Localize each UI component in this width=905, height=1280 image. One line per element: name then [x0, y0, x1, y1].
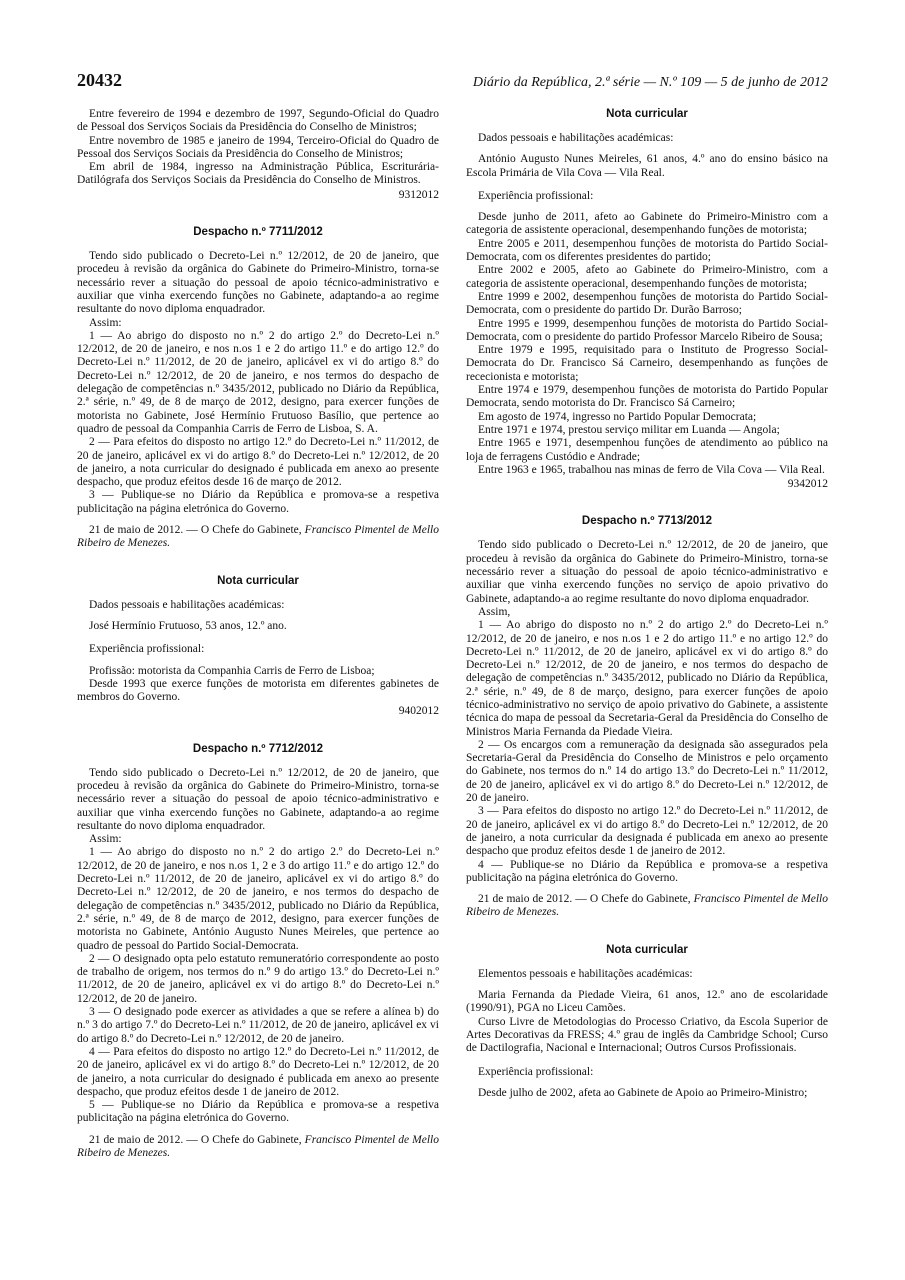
journal-title: Diário da República, 2.ª série — N.º 109 — 5 de junho de 2012 — [472, 75, 828, 90]
paragraph: José Hermínio Frutuoso, 53 anos, 12.º ano. — [89, 619, 287, 632]
paragraph: Assim: — [89, 833, 122, 846]
signature-date: 21 de maio de 2012. — O Chefe do Gabinete, — [89, 524, 302, 537]
paragraph: Desde junho de 2011, afeto ao Gabinete do Primeiro-Ministro com a categoria de assistente operacional, desempenhando funções de motorista; — [466, 211, 828, 237]
paragraph: 1 — Ao abrigo do disposto no n.º 2 do artigo 2.º do Decreto-Lei n.º 12/2012, de 20 de janeiro, e nos n.os 1 e 2 do artigo 11.º e do artigo 12.º do Decreto-Lei n.º 11/2012, de 20 de janeiro, aplicável ex vi do artigo 8.º do Decreto-Lei n.º 12/2012, de 20 de janeiro, e nos termos do despacho de delegação de competências n.º 3435/2012, publicado no Diário da República, 2.ª série, n.º 49, de 8 de março de 2012, designo, para exercer funções de motorista no Gabinete, José Hermínio Frutuoso Basílio, que pertence ao quadro de pessoal da Companhia Carris de Ferro de Lisboa, S. A. — [77, 329, 439, 435]
paragraph: Entre 1965 e 1971, desempenhou funções de atendimento ao público na loja de ferragens Custódio e Andrade; — [466, 437, 828, 463]
paragraph: António Augusto Nunes Meireles, 61 anos, 4.º ano do ensino básico na Escola Primária de Vila Cova — Vila Real. — [466, 153, 828, 179]
signatory-name: Francisco Pimentel de Mello Ribeiro de Menezes. — [77, 524, 439, 550]
label: Elementos pessoais e habilitações académicas: — [478, 967, 693, 980]
label: Experiência profissional: — [478, 189, 594, 202]
section-title: Nota curricular — [606, 108, 688, 120]
paragraph: Entre 1979 e 1995, requisitado para o Instituto de Progresso Social-Democrata do Dr. Francisco Sá Carneiro, desempenhando as funções de rececionista e motorista; — [466, 344, 828, 383]
label: Dados pessoais e habilitações académicas: — [89, 598, 285, 611]
paragraph: Entre 2005 e 2011, desempenhou funções de motorista do Partido Social-Democrata, com os diferentes presidentes do partido; — [466, 237, 828, 264]
paragraph: Curso Livre de Metodologias do Processo Criativo, da Escola Superior de Artes Decorativas da FRESS; 4.º grau de inglês da Cambridge School; Curso de Dactilografia, Nacional e Internacional; Outros Cursos Profissionais. — [466, 1015, 828, 1055]
section-title: Despacho n.º 7713/2012 — [581, 515, 713, 528]
paragraph: Entre novembro de 1985 e janeiro de 1994, Terceiro-Oficial do Quadro de Pessoal dos Serviços Sociais da Presidência do Conselho de Ministros; — [77, 134, 439, 160]
section-title: Nota curricular — [606, 943, 688, 956]
paragraph: Tendo sido publicado o Decreto-Lei n.º 12/2012, de 20 de janeiro, que procedeu à revisão da orgânica do Gabinete do Primeiro-Ministro, torna-se necessário rever a situação do pessoal de apoio técnico-administrativo e auxiliar que vinha exercendo funções no serviço de apoio privativo do Gabinete, adaptando-a ao regime resultante do novo diploma enquadrador. — [466, 539, 828, 605]
document-code: 9312012 — [398, 188, 439, 201]
signatory-name: Francisco Pimentel de Mello Ribeiro de Menezes. — [466, 893, 828, 919]
paragraph: Entre 1974 e 1979, desempenhou funções de motorista do Partido Popular Democrata, sendo motorista do Dr. Francisco Sá Carneiro; — [466, 384, 828, 410]
page-header — [77, 70, 828, 98]
label: Experiência profissional: — [89, 643, 205, 656]
paragraph: Profissão: motorista da Companhia Carris de Ferro de Lisboa; — [89, 664, 375, 677]
paragraph: Entre 2002 e 2005, afeto ao Gabinete do Primeiro-Ministro, com a categoria de assistente operacional, desempenhando funções de motorista; — [466, 264, 828, 290]
paragraph: 3 — O designado pode exercer as atividades a que se refere a alínea b) do n.º 3 do artigo 7.º do Decreto-Lei n.º 11/2012, de 20 de janeiro, aplicável ex vi do artigo 8.º do Decreto-Lei n.º 12/2012, de 20 de janeiro. — [77, 1006, 439, 1045]
paragraph: Em abril de 1984, ingresso na Administração Pública, Escriturária-Datilógrafa dos Serviços Sociais da Presidência do Conselho de Ministros. — [77, 161, 439, 187]
signature-date: 21 de maio de 2012. — O Chefe do Gabinete, — [478, 893, 691, 906]
paragraph: 5 — Publique-se no Diário da República e promova-se a respetiva publicitação na página eletrónica do Governo. — [77, 1099, 439, 1125]
section-title: Despacho n.º 7711/2012 — [193, 226, 323, 239]
signature-line — [466, 893, 828, 920]
columns — [77, 108, 828, 1160]
paragraph: Desde julho de 2002, afeta ao Gabinete de Apoio ao Primeiro-Ministro; — [478, 1086, 808, 1099]
label: Dados pessoais e habilitações académicas: — [478, 132, 674, 144]
paragraph: Maria Fernanda da Piedade Vieira, 61 anos, 12.º ano de escolaridade (1990/91), PGA no Liceu Camões. — [466, 989, 828, 1015]
page-number: 20432 — [77, 70, 122, 90]
label: Experiência profissional: — [478, 1065, 594, 1078]
paragraph: Assim: — [89, 316, 122, 329]
paragraph: Desde 1993 que exerce funções de motorista em diferentes gabinetes de membros do Governo. — [77, 677, 439, 704]
paragraph: Em agosto de 1974, ingresso no Partido Popular Democrata; — [478, 410, 757, 423]
signatory-name: Francisco Pimentel de Mello Ribeiro de Menezes. — [77, 1133, 439, 1159]
left-column — [77, 108, 439, 1160]
paragraph: 4 — Publique-se no Diário da República e promova-se a respetiva publicitação na página eletrónica do Governo. — [466, 858, 828, 884]
signature-line — [77, 524, 439, 551]
paragraph: 2 — Os encargos com a remuneração da designada são assegurados pela Secretaria-Geral da Presidência do Conselho de Ministros e pelo orçamento do Gabinete, nos termos do n.º 14 do artigo 13.º do Decreto-Lei n.º 11/2012, de 20 de janeiro, aplicável ex vi do artigo 8.º do Decreto-Lei n.º 12/2012, de 20 de janeiro. — [466, 738, 828, 805]
paragraph: 3 — Para efeitos do disposto no artigo 12.º do Decreto-Lei n.º 11/2012, de 20 de janeiro, aplicável ex vi do artigo 8.º do Decreto-Lei n.º 12/2012, de 20 de janeiro, a nota curricular da designada é publicada em anexo ao presente despacho que produz efeitos desde 1 de janeiro de 2012. — [466, 805, 828, 858]
paragraph: 4 — Para efeitos do disposto no artigo 12.º do Decreto-Lei n.º 11/2012, de 20 de janeiro, aplicável ex vi do artigo 8.º do Decreto-Lei n.º 12/2012, de 20 de janeiro, a nota curricular do designado é publicada em anexo ao presente despacho, que produz efeitos desde 1 de janeiro de 2012. — [77, 1045, 439, 1098]
paragraph: Tendo sido publicado o Decreto-Lei n.º 12/2012, de 20 de janeiro, que procedeu à revisão da orgânica do Gabinete do Primeiro-Ministro, torna-se necessário rever a situação do pessoal de apoio técnico-administrativo e auxiliar que vinha exercendo funções no Gabinete, adaptando-a ao regime resultante do novo diploma enquadrador. — [77, 766, 439, 832]
paragraph: 1 — Ao abrigo do disposto no n.º 2 do artigo 2.º do Decreto-Lei n.º 12/2012, de 20 de janeiro, e nos n.os 1 e 2 do artigo 11.º e no artigo 12.º do Decreto-Lei n.º 11/2012, de 20 de janeiro, aplicável ex vi do artigo 8.º do Decreto-Lei n.º 12/2012, de 20 de janeiro, e nos termos do despacho de delegação de competências n.º 3435/2012, publicado no Diário da República, 2.ª série, n.º 49, de 8 de março, designo, para exercer funções de apoio técnico-administrativo no serviço de apoio privativo do Gabinete, a assistente técnica do mapa de pessoal da Secretaria-Geral da Presidência do Conselho de Ministros Maria Fernanda da Piedade Vieira. — [466, 619, 828, 738]
paragraph: Entre 1971 e 1974, prestou serviço militar em Luanda — Angola; — [478, 423, 780, 436]
paragraph: 2 — O designado opta pelo estatuto remuneratório correspondente ao posto de trabalho de origem, nos termos do n.º 9 do artigo 13.º do Decreto-Lei n.º 11/2012, de 20 de janeiro, aplicável ex vi do artigo 8.º do Decreto-Lei n.º 12/2012, de 20 de janeiro. — [77, 952, 439, 1005]
right-column — [466, 108, 828, 1160]
paragraph: Assim, — [478, 605, 511, 618]
paragraph: Entre 1995 e 1999, desempenhou funções de motorista do Partido Social-Democrata, com o presidente do partido Professor Marcelo Ribeiro de Sousa; — [466, 317, 828, 343]
paragraph: Entre 1999 e 2002, desempenhou funções de motorista do Partido Social-Democrata, com o presidente do partido Dr. Durão Barroso; — [466, 290, 828, 317]
signature-date: 21 de maio de 2012. — O Chefe do Gabinete, — [89, 1133, 302, 1146]
paragraph: Entre 1963 e 1965, trabalhou nas minas de ferro de Vila Cova — Vila Real. — [478, 463, 825, 476]
paragraph: 3 — Publique-se no Diário da República e promova-se a respetiva publicitação na página eletrónica do Governo. — [77, 489, 439, 515]
paragraph: Entre fevereiro de 1994 e dezembro de 1997, Segundo-Oficial do Quadro de Pessoal dos Serviços Sociais da Presidência do Conselho de Ministros; — [77, 108, 439, 134]
document-code: 9402012 — [398, 705, 439, 718]
section-title: Despacho n.º 7712/2012 — [192, 742, 324, 755]
paragraph: 2 — Para efeitos do disposto no artigo 12.º do Decreto-Lei n.º 11/2012, de 20 de janeiro, aplicável ex vi do artigo 8.º do Decreto-Lei n.º 12/2012, de 20 de janeiro, a nota curricular do designado é publicada em anexo ao presente despacho, que produz efeitos desde 16 de março de 2012. — [77, 436, 439, 489]
document-code: 9342012 — [787, 478, 828, 491]
signature-line — [77, 1134, 439, 1161]
section-title: Nota curricular — [217, 574, 299, 587]
paragraph: Tendo sido publicado o Decreto-Lei n.º 12/2012, de 20 de janeiro, que procedeu à revisão da orgânica do Gabinete do Primeiro-Ministro, torna-se necessário rever a situação do pessoal de apoio técnico-administrativo e auxiliar que vinha exercendo funções no Gabinete, adaptando-a ao regime resultante do novo diploma enquadrador. — [77, 250, 439, 316]
paragraph: 1 — Ao abrigo do disposto no n.º 2 do artigo 2.º do Decreto-Lei n.º 12/2012, de 20 de janeiro, e nos n.os 1, 2 e 3 do artigo 11.º e do artigo 12.º do Decreto-Lei n.º 11/2012, de 20 de janeiro, aplicável ex vi do artigo 8.º do Decreto-Lei n.º 12/2012, de 20 de janeiro, e nos termos do despacho de delegação de competências n.º 3435/2012, publicado no Diário da República, 2.ª série, n.º 49, de 8 de março de 2012, designo, para exercer funções de motorista no Gabinete, António Augusto Nunes Meireles, que pertence ao quadro de pessoal do Partido Social-Democrata. — [77, 846, 439, 952]
